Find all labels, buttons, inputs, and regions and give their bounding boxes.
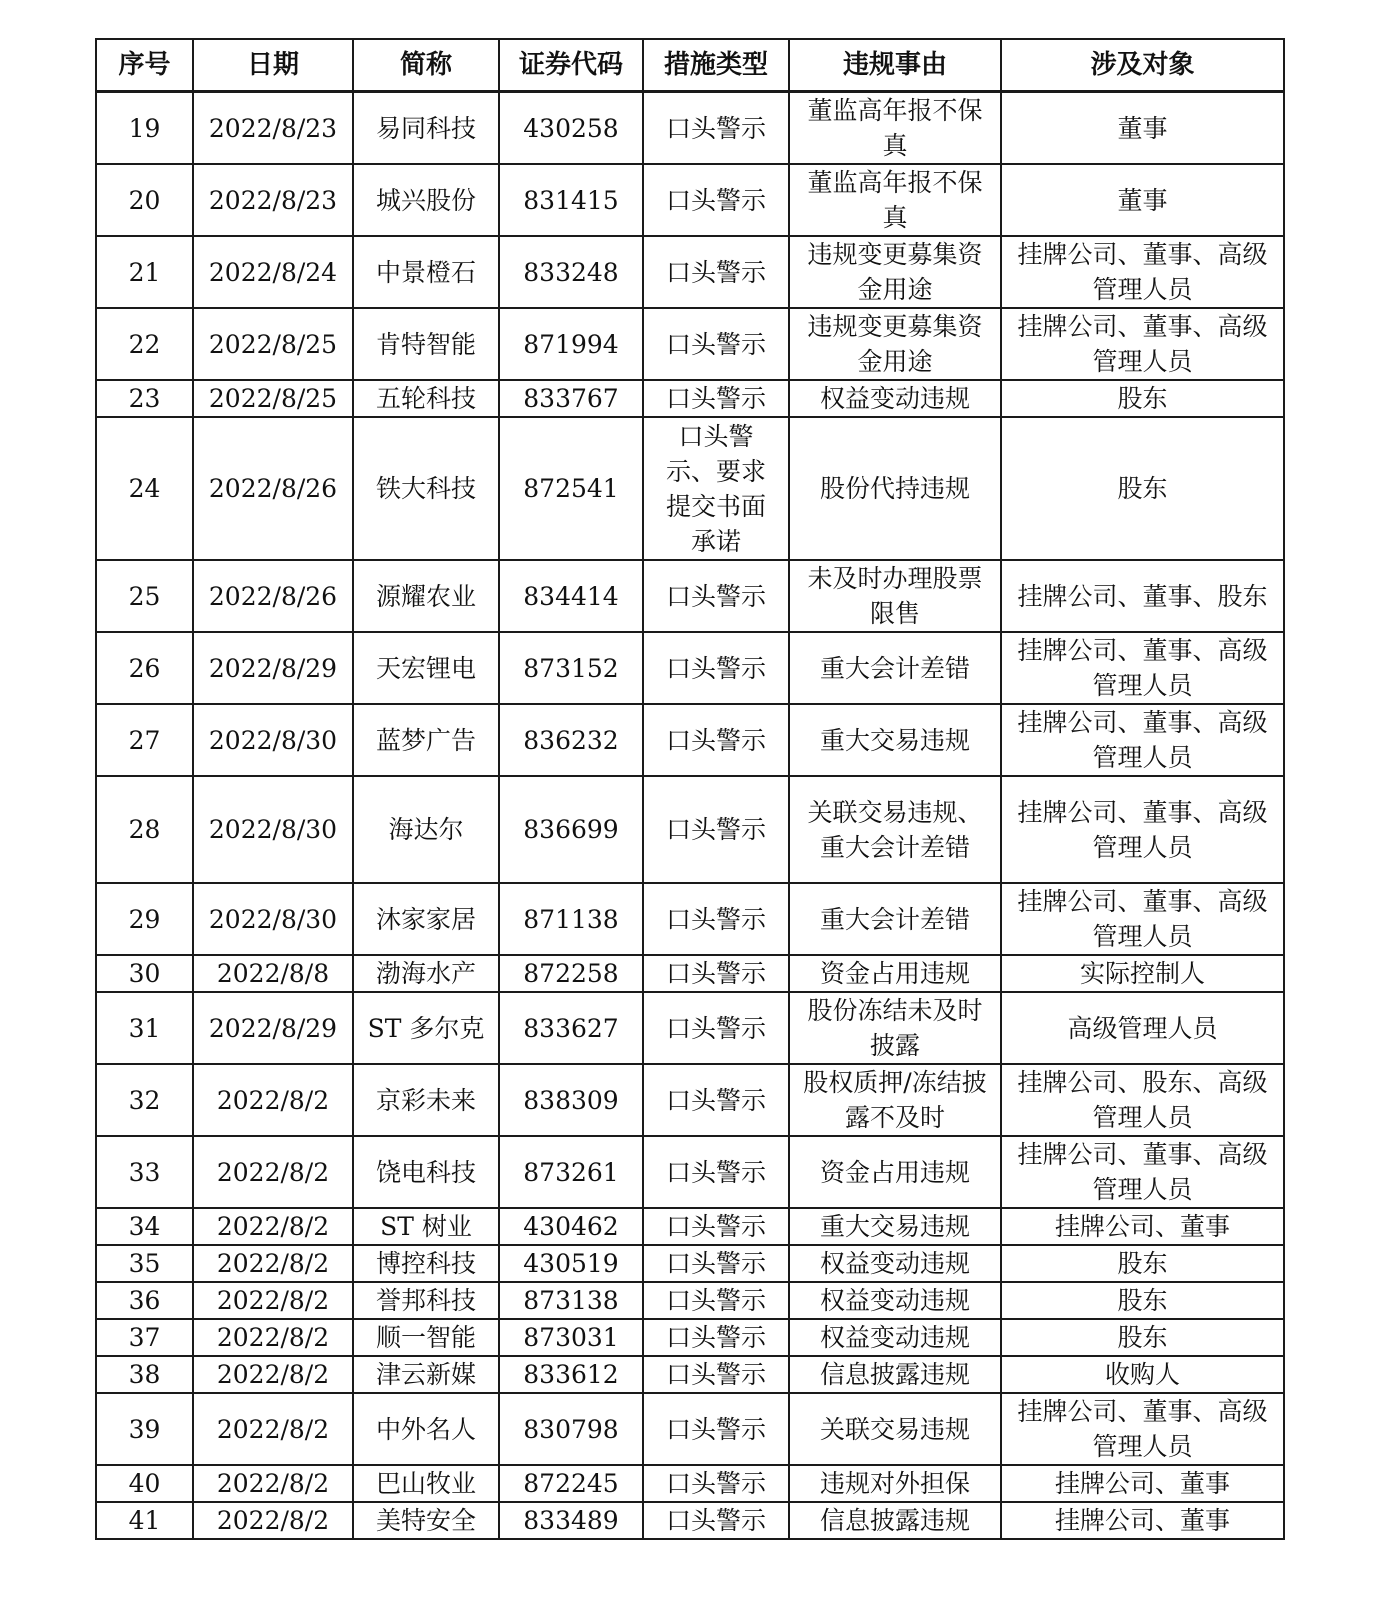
cell-index: 24 (96, 417, 193, 560)
cell-index: 38 (96, 1356, 193, 1393)
cell-involved-parties: 挂牌公司、董事、高级管理人员 (1001, 632, 1284, 704)
cell-index: 30 (96, 955, 193, 992)
cell-involved-parties: 董事 (1001, 92, 1284, 165)
cell-index: 39 (96, 1393, 193, 1465)
cell-index: 40 (96, 1465, 193, 1502)
cell-measure-type: 口头警示 (643, 92, 789, 165)
cell-short-name: 饶电科技 (353, 1136, 499, 1208)
cell-security-code: 872245 (499, 1465, 643, 1502)
cell-short-name: 中外名人 (353, 1393, 499, 1465)
cell-violation-reason: 违规变更募集资金用途 (789, 308, 1001, 380)
cell-involved-parties: 股东 (1001, 380, 1284, 417)
cell-short-name: 津云新媒 (353, 1356, 499, 1393)
cell-short-name: 蓝梦广告 (353, 704, 499, 776)
cell-short-name: 天宏锂电 (353, 632, 499, 704)
table-row (96, 164, 1284, 236)
cell-date: 2022/8/2 (193, 1245, 353, 1282)
cell-measure-type: 口头警示 (643, 776, 789, 883)
table-header-row (96, 39, 1284, 92)
table-row (96, 1465, 1284, 1502)
cell-index: 41 (96, 1502, 193, 1539)
cell-violation-reason: 重大交易违规 (789, 1208, 1001, 1245)
column-header-index: 序号 (96, 39, 193, 92)
cell-violation-reason: 董监高年报不保真 (789, 164, 1001, 236)
cell-violation-reason: 资金占用违规 (789, 955, 1001, 992)
cell-security-code: 836232 (499, 704, 643, 776)
cell-short-name: 源耀农业 (353, 560, 499, 632)
cell-security-code: 833627 (499, 992, 643, 1064)
cell-short-name: 誉邦科技 (353, 1282, 499, 1319)
table-row (96, 1319, 1284, 1356)
cell-involved-parties: 股东 (1001, 1319, 1284, 1356)
cell-date: 2022/8/2 (193, 1208, 353, 1245)
table-row (96, 1245, 1284, 1282)
cell-involved-parties: 挂牌公司、董事 (1001, 1465, 1284, 1502)
cell-violation-reason: 股份代持违规 (789, 417, 1001, 560)
cell-violation-reason: 重大交易违规 (789, 704, 1001, 776)
cell-security-code: 833248 (499, 236, 643, 308)
cell-security-code: 833489 (499, 1502, 643, 1539)
cell-short-name: 中景橙石 (353, 236, 499, 308)
cell-index: 27 (96, 704, 193, 776)
cell-violation-reason: 重大会计差错 (789, 632, 1001, 704)
cell-violation-reason: 股权质押/冻结披露不及时 (789, 1064, 1001, 1136)
cell-measure-type: 口头警示 (643, 1064, 789, 1136)
column-header-date: 日期 (193, 39, 353, 92)
cell-violation-reason: 违规对外担保 (789, 1465, 1001, 1502)
table-body (96, 92, 1284, 1540)
table-row (96, 776, 1284, 883)
cell-involved-parties: 高级管理人员 (1001, 992, 1284, 1064)
cell-index: 35 (96, 1245, 193, 1282)
cell-date: 2022/8/29 (193, 992, 353, 1064)
cell-involved-parties: 挂牌公司、董事 (1001, 1502, 1284, 1539)
cell-violation-reason: 权益变动违规 (789, 1319, 1001, 1356)
cell-index: 25 (96, 560, 193, 632)
cell-measure-type: 口头警示 (643, 380, 789, 417)
cell-violation-reason: 重大会计差错 (789, 883, 1001, 955)
cell-involved-parties: 挂牌公司、董事、高级管理人员 (1001, 776, 1284, 883)
cell-index: 28 (96, 776, 193, 883)
cell-involved-parties: 股东 (1001, 1245, 1284, 1282)
table-row (96, 1393, 1284, 1465)
cell-violation-reason: 权益变动违规 (789, 380, 1001, 417)
cell-security-code: 873152 (499, 632, 643, 704)
cell-measure-type: 口头警示 (643, 955, 789, 992)
violations-table (95, 38, 1285, 1540)
cell-violation-reason: 关联交易违规 (789, 1393, 1001, 1465)
cell-involved-parties: 收购人 (1001, 1356, 1284, 1393)
cell-index: 26 (96, 632, 193, 704)
cell-date: 2022/8/30 (193, 704, 353, 776)
table-row (96, 632, 1284, 704)
cell-date: 2022/8/25 (193, 380, 353, 417)
table-row (96, 380, 1284, 417)
cell-date: 2022/8/8 (193, 955, 353, 992)
cell-measure-type: 口头警示 (643, 560, 789, 632)
cell-short-name: 海达尔 (353, 776, 499, 883)
cell-date: 2022/8/2 (193, 1319, 353, 1356)
cell-short-name: 易同科技 (353, 92, 499, 165)
cell-measure-type: 口头警示 (643, 236, 789, 308)
cell-short-name: 五轮科技 (353, 380, 499, 417)
cell-measure-type: 口头警示 (643, 1356, 789, 1393)
cell-date: 2022/8/2 (193, 1465, 353, 1502)
cell-measure-type: 口头警示 (643, 1393, 789, 1465)
table-row (96, 560, 1284, 632)
cell-security-code: 833612 (499, 1356, 643, 1393)
cell-date: 2022/8/26 (193, 417, 353, 560)
cell-date: 2022/8/24 (193, 236, 353, 308)
cell-index: 21 (96, 236, 193, 308)
cell-date: 2022/8/25 (193, 308, 353, 380)
cell-involved-parties: 挂牌公司、董事、高级管理人员 (1001, 883, 1284, 955)
cell-index: 23 (96, 380, 193, 417)
cell-security-code: 871994 (499, 308, 643, 380)
table-row (96, 1502, 1284, 1539)
cell-involved-parties: 挂牌公司、股东、高级管理人员 (1001, 1064, 1284, 1136)
cell-violation-reason: 权益变动违规 (789, 1282, 1001, 1319)
cell-measure-type: 口头警示 (643, 1136, 789, 1208)
cell-index: 33 (96, 1136, 193, 1208)
cell-short-name: ST 多尔克 (353, 992, 499, 1064)
cell-measure-type: 口头警示 (643, 1502, 789, 1539)
cell-date: 2022/8/2 (193, 1282, 353, 1319)
cell-involved-parties: 董事 (1001, 164, 1284, 236)
table-row (96, 992, 1284, 1064)
cell-involved-parties: 挂牌公司、董事、高级管理人员 (1001, 1136, 1284, 1208)
cell-security-code: 873031 (499, 1319, 643, 1356)
cell-date: 2022/8/2 (193, 1064, 353, 1136)
cell-security-code: 836699 (499, 776, 643, 883)
cell-involved-parties: 挂牌公司、董事、高级管理人员 (1001, 704, 1284, 776)
cell-violation-reason: 资金占用违规 (789, 1136, 1001, 1208)
cell-involved-parties: 股东 (1001, 417, 1284, 560)
table-row (96, 704, 1284, 776)
cell-violation-reason: 未及时办理股票限售 (789, 560, 1001, 632)
column-header-short-name: 简称 (353, 39, 499, 92)
column-header-violation-reason: 违规事由 (789, 39, 1001, 92)
cell-security-code: 834414 (499, 560, 643, 632)
table-row (96, 1208, 1284, 1245)
cell-measure-type: 口头警示 (643, 1245, 789, 1282)
cell-violation-reason: 信息披露违规 (789, 1502, 1001, 1539)
cell-violation-reason: 股份冻结未及时披露 (789, 992, 1001, 1064)
cell-security-code: 430462 (499, 1208, 643, 1245)
cell-short-name: 渤海水产 (353, 955, 499, 992)
cell-index: 34 (96, 1208, 193, 1245)
cell-measure-type: 口头警示 (643, 164, 789, 236)
cell-short-name: 博控科技 (353, 1245, 499, 1282)
cell-date: 2022/8/23 (193, 92, 353, 165)
column-header-involved-parties: 涉及对象 (1001, 39, 1284, 92)
table-row (96, 1356, 1284, 1393)
cell-security-code: 430258 (499, 92, 643, 165)
cell-involved-parties: 挂牌公司、董事 (1001, 1208, 1284, 1245)
cell-violation-reason: 权益变动违规 (789, 1245, 1001, 1282)
table-row (96, 955, 1284, 992)
column-header-measure-type: 措施类型 (643, 39, 789, 92)
cell-security-code: 873138 (499, 1282, 643, 1319)
cell-date: 2022/8/29 (193, 632, 353, 704)
cell-short-name: 沐家家居 (353, 883, 499, 955)
table-row (96, 92, 1284, 165)
cell-short-name: 美特安全 (353, 1502, 499, 1539)
cell-measure-type: 口头警示 (643, 1208, 789, 1245)
cell-security-code: 830798 (499, 1393, 643, 1465)
cell-short-name: 顺一智能 (353, 1319, 499, 1356)
cell-violation-reason: 关联交易违规、重大会计差错 (789, 776, 1001, 883)
cell-short-name: ST 树业 (353, 1208, 499, 1245)
cell-date: 2022/8/2 (193, 1393, 353, 1465)
cell-short-name: 京彩未来 (353, 1064, 499, 1136)
cell-short-name: 巴山牧业 (353, 1465, 499, 1502)
cell-date: 2022/8/2 (193, 1502, 353, 1539)
cell-security-code: 872258 (499, 955, 643, 992)
cell-date: 2022/8/30 (193, 776, 353, 883)
cell-index: 37 (96, 1319, 193, 1356)
table-row (96, 417, 1284, 560)
cell-violation-reason: 董监高年报不保真 (789, 92, 1001, 165)
cell-involved-parties: 股东 (1001, 1282, 1284, 1319)
cell-index: 22 (96, 308, 193, 380)
cell-index: 20 (96, 164, 193, 236)
cell-measure-type: 口头警示 (643, 883, 789, 955)
cell-date: 2022/8/30 (193, 883, 353, 955)
cell-measure-type: 口头警示 (643, 704, 789, 776)
cell-involved-parties: 挂牌公司、董事、高级管理人员 (1001, 236, 1284, 308)
table-row (96, 308, 1284, 380)
cell-security-code: 873261 (499, 1136, 643, 1208)
cell-date: 2022/8/2 (193, 1356, 353, 1393)
cell-security-code: 871138 (499, 883, 643, 955)
cell-short-name: 城兴股份 (353, 164, 499, 236)
cell-index: 29 (96, 883, 193, 955)
column-header-security-code: 证券代码 (499, 39, 643, 92)
cell-involved-parties: 挂牌公司、董事、股东 (1001, 560, 1284, 632)
cell-index: 19 (96, 92, 193, 165)
cell-short-name: 肯特智能 (353, 308, 499, 380)
cell-date: 2022/8/2 (193, 1136, 353, 1208)
cell-involved-parties: 挂牌公司、董事、高级管理人员 (1001, 1393, 1284, 1465)
table-row (96, 1064, 1284, 1136)
cell-violation-reason: 违规变更募集资金用途 (789, 236, 1001, 308)
cell-date: 2022/8/26 (193, 560, 353, 632)
cell-index: 32 (96, 1064, 193, 1136)
table-row (96, 883, 1284, 955)
cell-date: 2022/8/23 (193, 164, 353, 236)
cell-short-name: 铁大科技 (353, 417, 499, 560)
cell-measure-type: 口头警示、要求提交书面承诺 (643, 417, 789, 560)
cell-security-code: 430519 (499, 1245, 643, 1282)
cell-violation-reason: 信息披露违规 (789, 1356, 1001, 1393)
table-row (96, 1136, 1284, 1208)
cell-measure-type: 口头警示 (643, 308, 789, 380)
cell-measure-type: 口头警示 (643, 1465, 789, 1502)
cell-involved-parties: 挂牌公司、董事、高级管理人员 (1001, 308, 1284, 380)
cell-involved-parties: 实际控制人 (1001, 955, 1284, 992)
cell-measure-type: 口头警示 (643, 1319, 789, 1356)
cell-security-code: 872541 (499, 417, 643, 560)
table-row (96, 236, 1284, 308)
violations-table-container (95, 38, 1283, 1540)
cell-index: 31 (96, 992, 193, 1064)
table-row (96, 1282, 1284, 1319)
cell-security-code: 838309 (499, 1064, 643, 1136)
cell-index: 36 (96, 1282, 193, 1319)
cell-security-code: 831415 (499, 164, 643, 236)
cell-measure-type: 口头警示 (643, 632, 789, 704)
cell-measure-type: 口头警示 (643, 1282, 789, 1319)
cell-measure-type: 口头警示 (643, 992, 789, 1064)
cell-security-code: 833767 (499, 380, 643, 417)
